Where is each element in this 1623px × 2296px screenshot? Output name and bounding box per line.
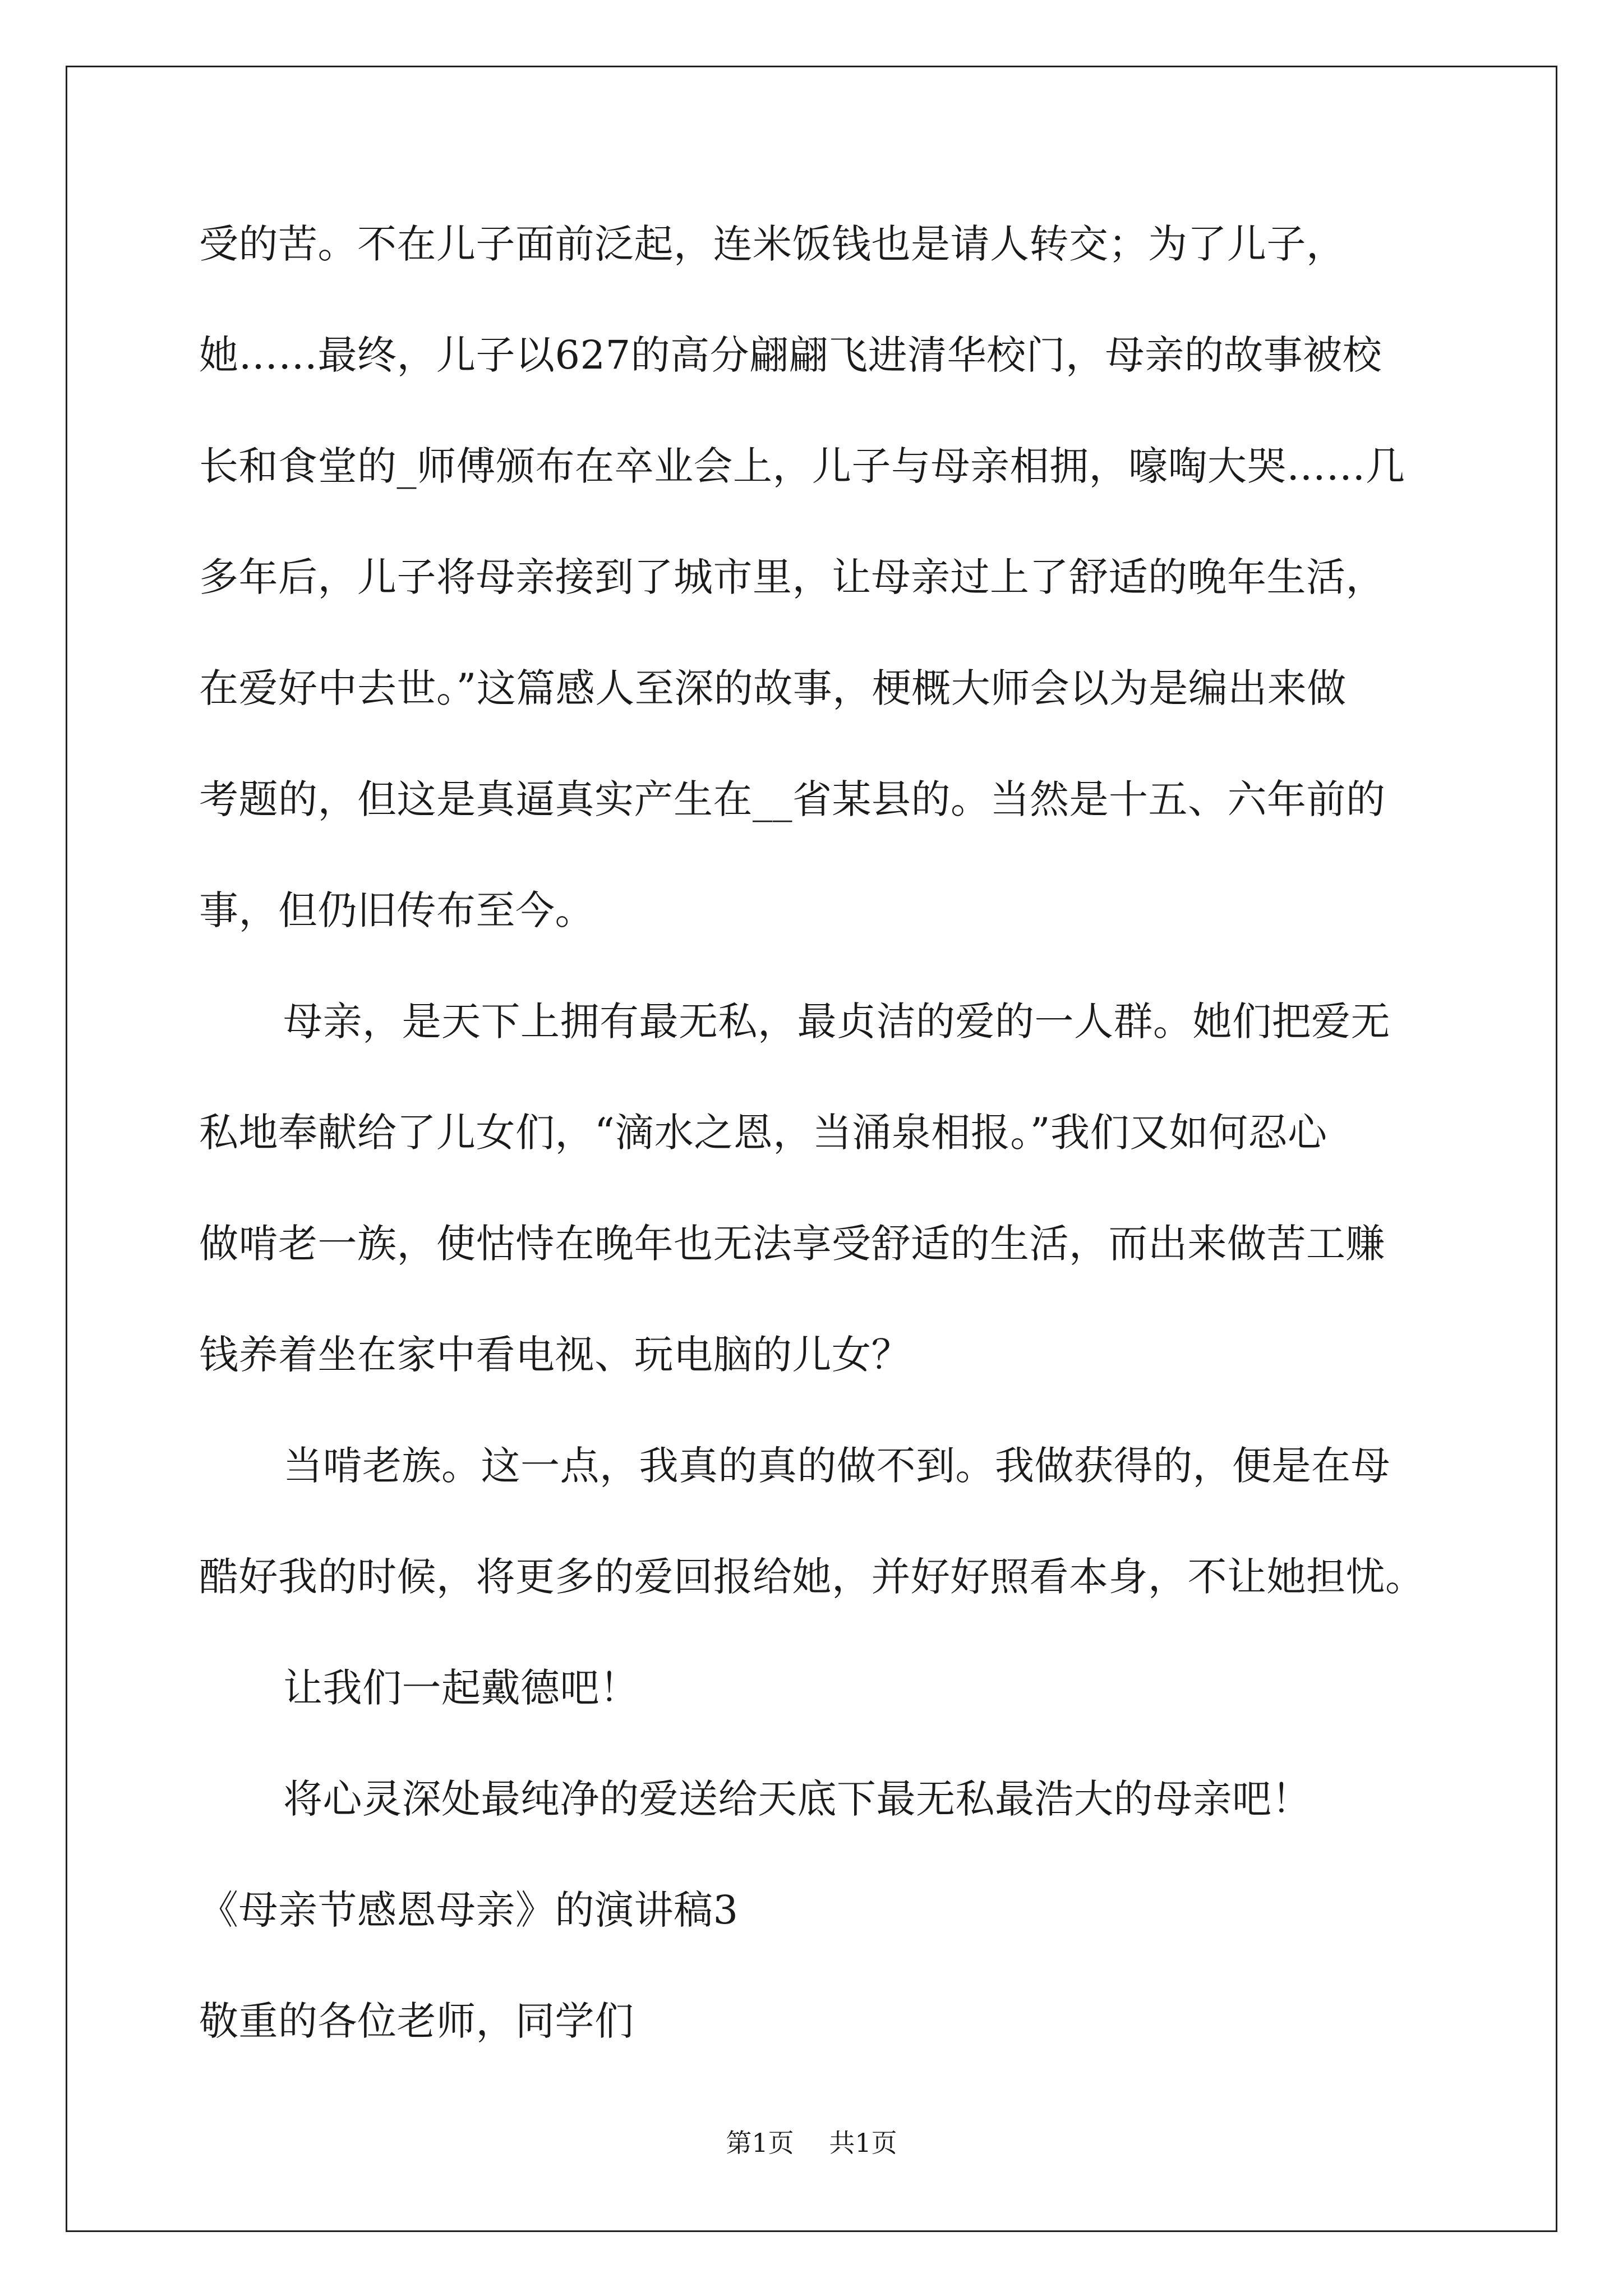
page-footer [0, 2126, 1623, 2160]
salutation-line: 敬重的各位老师，同学们 [199, 1998, 634, 2044]
text-line: 在爱好中去世。”这篇感人至深的故事，梗概大师会以为是编出来做 [199, 665, 1347, 711]
text-line: 她……最终，儿子以627的高分翩翩飞进清华校门，母亲的故事被校 [199, 332, 1382, 378]
text-line: 钱养着坐在家中看电视、玩电脑的儿女？ [199, 1332, 911, 1378]
text-line: 长和食堂的_师傅颁布在卒业会上，儿子与母亲相拥，嚎啕大哭……几 [199, 443, 1405, 489]
text-line: 做啃老一族，使怙恃在晚年也无法享受舒适的生活，而出来做苦工赚 [199, 1221, 1385, 1267]
text-line: 酷好我的时候，将更多的爱回报给她，并好好照看本身，不让她担忧。 [199, 1554, 1425, 1600]
section-heading: 《母亲节感恩母亲》的演讲稿3 [199, 1887, 739, 1933]
text-line: 多年后，儿子将母亲接到了城市里，让母亲过上了舒适的晚年生活， [199, 554, 1385, 600]
page-number: 第1页 [726, 2128, 794, 2158]
paragraph-start-line: 当啃老族。这一点，我真的真的做不到。我做获得的，便是在母 [283, 1443, 1390, 1489]
text-line: 考题的，但这是真逼真实产生在__省某县的。当然是十五、六年前的 [199, 776, 1386, 822]
paragraph-start-line: 将心灵深处最纯净的爱送给天底下最无私最浩大的母亲吧！ [283, 1776, 1311, 1822]
paragraph-start-line: 母亲，是天下上拥有最无私，最贞洁的爱的一人群。她们把爱无 [283, 999, 1390, 1045]
page-total: 共1页 [829, 2128, 897, 2158]
text-line: 私地奉献给了儿女们，“滴水之恩，当涌泉相报。”我们又如何忍心 [199, 1110, 1327, 1156]
text-line: 事，但仍旧传布至今。 [199, 887, 594, 933]
document-body [199, 188, 1433, 2077]
text-line: 受的苦。不在儿子面前泛起，连米饭钱也是请人转交；为了儿子， [199, 221, 1346, 267]
paragraph-start-line: 让我们一起戴德吧！ [283, 1665, 639, 1711]
